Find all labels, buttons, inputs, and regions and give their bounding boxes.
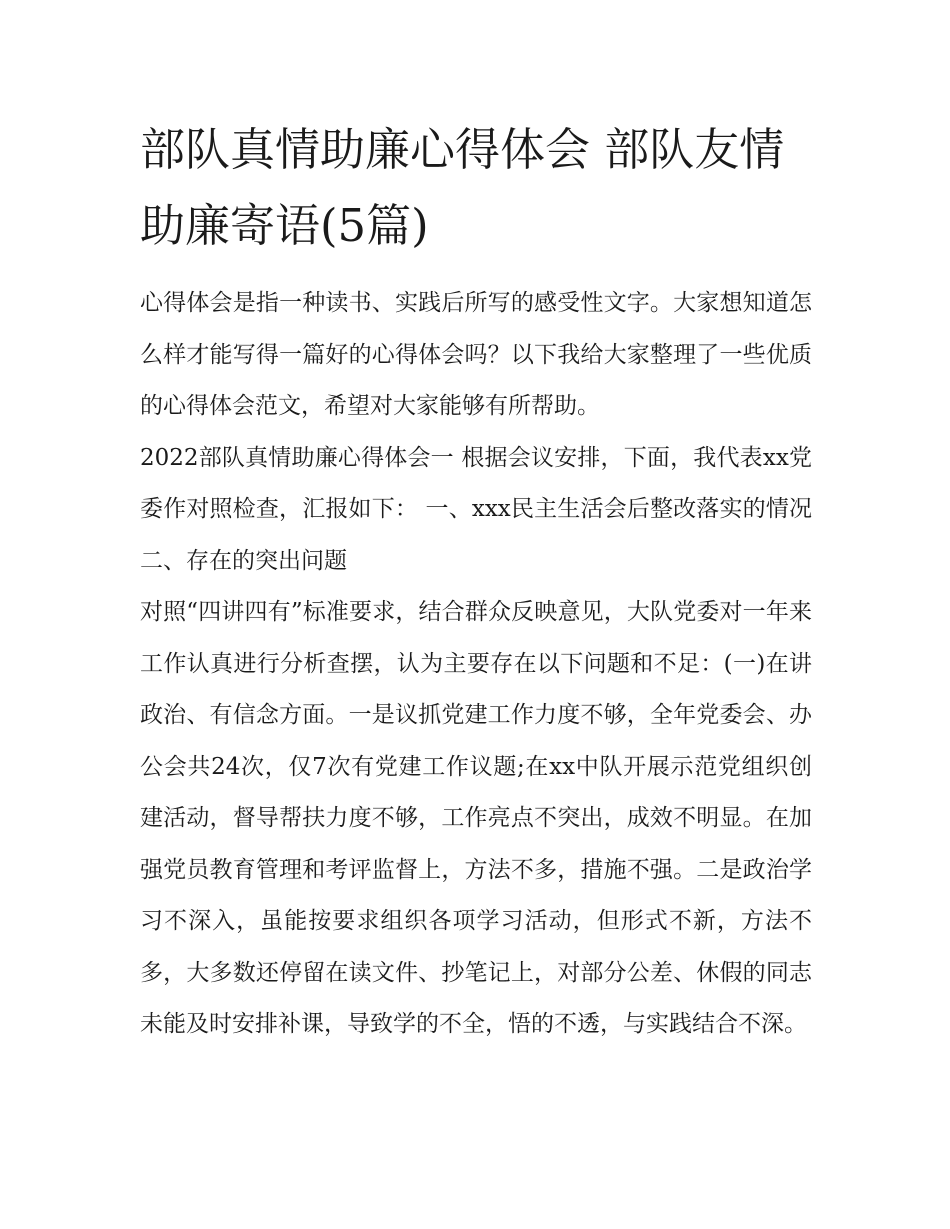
document-title: 部队真情助廉心得体会 部队友情助廉寄语(5篇) <box>140 123 785 252</box>
paragraph-report-intro: 2022部队真情助廉心得体会一 根据会议安排，下面，我代表xx党委作对照检查，汇报如下： 一、xxx民主生活会后整改落实的情况 二、存在的突出问题 <box>140 444 812 574</box>
paragraph-intro: 心得体会是指一种读书、实践后所写的感受性文字。大家想知道怎么样才能写得一篇好的心得体会吗？以下我给大家整理了一些优质的心得体会范文，希望对大家能够有所帮助。 <box>140 290 812 419</box>
document-body <box>140 112 812 1051</box>
paragraph-problems: 对照“四讲四有”标准要求，结合群众反映意见，大队党委对一年来工作认真进行分析查摆，认为主要存在以下问题和不足：(一)在讲政治、有信念方面。一是议抓党建工作力度不够，全年党委会、办公会共24次，仅7次有党建工作议题;在xx中队开展示范党组织创建活动，督导帮扶力度不够，工作亮点不突出，成效不明显。在加强党员教育管理和考评监督上，方法不多，措施不强。二是政治学习不深入，虽能按要求组织各项学习活动，但形式不新，方法不多，大多数还停留在读文件、抄笔记上，对部分公差、休假的同志未能及时安排补课，导致学的不全，悟的不透，与实践结合不深。 <box>140 599 812 1037</box>
